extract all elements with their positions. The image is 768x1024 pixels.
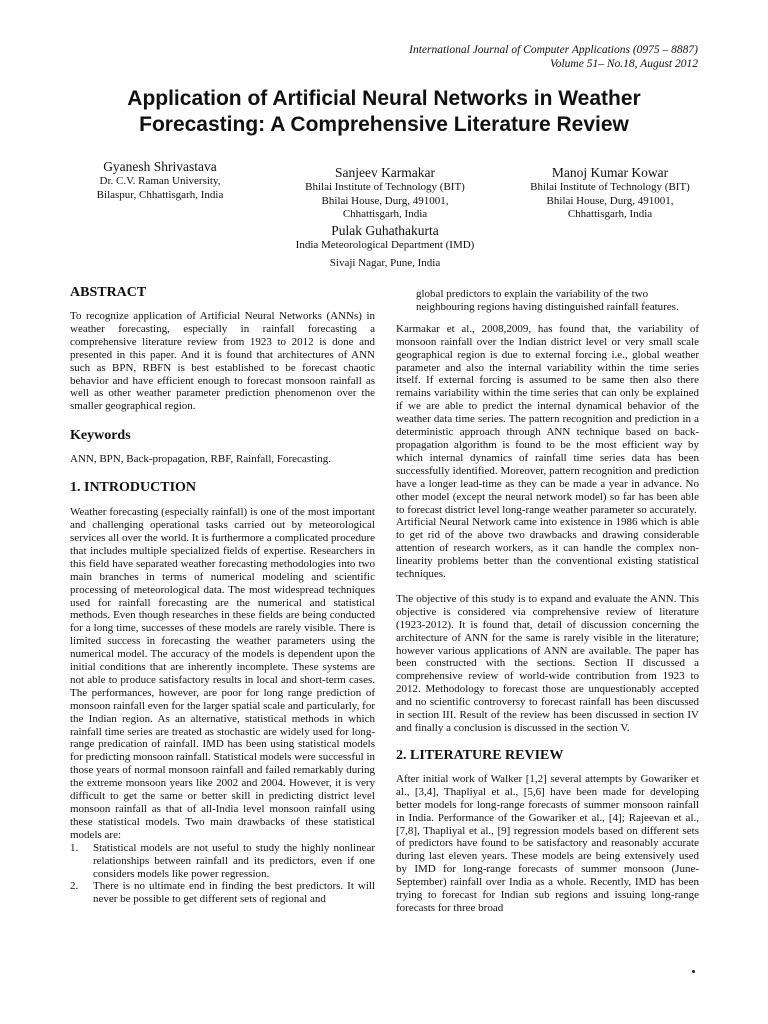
author-address: Chhattisgarh, India xyxy=(342,208,428,220)
left-column xyxy=(70,284,375,906)
author-address: Sivaji Nagar, Pune, India xyxy=(329,256,441,269)
abstract-heading: ABSTRACT xyxy=(70,285,147,300)
author-4 xyxy=(270,222,500,270)
literature-review-text: After initial work of Walker [1,2] several attempts by Gowariker et al., [3,4], Thapliyal et al., [5,6] have been made for developing better models for long-range forecasts of summer monsoon rainfall in India. Performance of the Gowariker et al., [4]; Rajeevan et al., [7,8], Thapliyal et al., [9] regression models based on different sets of predictors have found to be satisfactory and reasonably accurate during last eleven years. These models are being extensively used by IMD for long-range forecasts of summer monsoon (June-September) rainfall over India as a whole. Recently, IMD has been trying to forecast for Indian sub regions and issuing long-range forecasts for three broad xyxy=(396,772,699,914)
author-3 xyxy=(510,164,710,222)
author-affiliation: Bhilai Institute of Technology (BIT) xyxy=(305,181,465,193)
list-text: Statistical models are not useful to study the highly nonlinear relationships between rainfall and its predictors, even if one considers models like power regression. xyxy=(93,841,375,880)
author-address: Bilaspur, Chhattisgarh, India xyxy=(96,188,224,201)
continuation-text: global predictors to explain the variability of the two neighbouring regions having distinguished rainfall features. xyxy=(416,288,679,313)
author-address: Bhilai House, Durg, 491001, xyxy=(546,194,674,207)
list-item xyxy=(70,842,375,881)
journal-header xyxy=(409,43,698,71)
journal-volume: Volume 51– No.18, August 2012 xyxy=(549,58,698,70)
author-name: Gyanesh Shrivastava xyxy=(103,159,217,174)
list-number: 2. xyxy=(70,880,79,893)
author-affiliation: Bhilai Institute of Technology (BIT) xyxy=(530,181,690,193)
literature-review-heading: 2. LITERATURE REVIEW xyxy=(396,747,564,763)
introduction-text: Weather forecasting (especially rainfall) is one of the most important and challenging operational tasks carried out by meteorological services all over the world. It is furthermore a complicated procedure that includes multiple specialized fields of expertise. Researchers in this field have separated weather forecasting methodologies into two main branches in terms of numerical modeling and scientific processing of meteorological data. The most widespread techniques used for rainfall forecasting are the numerical and statistical methods. Even though researches in these fields are being conducted for a long time, successes of these models are rarely visible. There is limited success in forecasting the weather parameters using the numerical model. The accuracy of the models is dependent upon the initial conditions that are inherently incomplete. These systems are not able to produce satisfactory results in local and short-term cases. The performances, however, are poor for long range prediction of monsoon rainfall even for the larger spatial scale and particularly, for the Indian region. As an alternative, statistical methods in which rainfall time series are treated as stochastic are widely used for long-range predication of rainfall. IMD has been using statistical models for predicting monsoon rainfall. Statistical models were successful in those years of normal monsoon rainfall and failed remarkably during the extreme monsoon years like 2002 and 2004. However, it is very difficult to get the same or better skill in predicting district level monsoon rainfall as that of all-India level monsoon rainfall using these statistical models. Two main drawbacks of these statistical models are: xyxy=(70,506,375,841)
introduction-heading: 1. INTRODUCTION xyxy=(70,480,197,496)
author-2 xyxy=(285,164,485,222)
author-1 xyxy=(70,158,250,202)
abstract-text: To recognize application of Artificial Neural Networks (ANNs) in weather forecasting, especially in rainfall forecasting a comprehensive literature review from 1923 to 2012 is done and presented in this paper. And it is found that architectures of ANN such as BPN, RBFN is best established to be forecast chaotic behavior and have efficient enough to forecast monsoon rainfall as well as other weather parameter prediction phenomenon over the smaller geographical region. xyxy=(70,310,375,413)
author-name: Pulak Guhathakurta xyxy=(331,223,439,238)
journal-name: International Journal of Computer Applications (0975 – 8887) xyxy=(409,44,698,56)
author-name: Manoj Kumar Kowar xyxy=(551,165,669,180)
author-name: Sanjeev Karmakar xyxy=(334,165,436,180)
keywords-text: ANN, BPN, Back-propagation, RBF, Rainfall, Forecasting. xyxy=(70,453,331,466)
paragraph-ann: Artificial Neural Network came into existence in 1986 which is able to get rid of the above two drawbacks and drawing considerable attention of research workers, as it can handle the complex non-linearity problems better than the conventional existing statistical techniques. xyxy=(396,516,699,581)
list-item xyxy=(70,880,375,906)
list-text: There is no ultimate end in finding the best predictors. It will never be possible to get different sets of regional and xyxy=(93,880,375,906)
title-line-2: Forecasting: A Comprehensive Literature Review xyxy=(139,113,629,136)
author-address: Chhattisgarh, India xyxy=(567,208,653,220)
author-affiliation: India Meteorological Department (IMD) xyxy=(295,239,475,251)
page-mark xyxy=(692,970,695,973)
paragraph-karmakar: Karmakar et al., 2008,2009, has found that, the variability of monsoon rainfall over the Indian district level or very small scale geographical region is due to external forcing i.e., global weather parameter and also the internal variability within the time series itself. If external forcing is assumed to be same then also there remains variability within the time series that can only be explained if we are able to predict the internal dynamical behavior of the weather data time series. The pattern recognition and prediction in a deterministic approach through ANN technique based on back-propagation algorithm is found to be the most efficient way by which internal dynamics of rainfall time series data has been successfully identified. Moreover, pattern recognition and prediction have a longer lead-time as they can be made a year in advance. No other model (except the neural network model) so far has been able to forecast district level long-range weather parameter so accurately. xyxy=(396,322,699,516)
keywords-heading: Keywords xyxy=(70,428,131,444)
list-number: 1. xyxy=(70,841,79,854)
paper-title xyxy=(60,86,708,138)
paragraph-objective: The objective of this study is to expand and evaluate the ANN. This objective is considered via comprehensive review of literature (1923-2012). It is found that, detail of discussion concerning the architecture of ANN for the same is rarely visible in the literature; however various applications of ANN are available. The paper has been constructed with the sections. Section II discussed a comprehensive review of world-wide contribution from 1923 to 2012. Methodology to forecast those are unquestionably accepted and no scientific controversy to forecast rainfall has been discussed in section III. Result of the review has been discussed in section IV and finally a conclusion is discussed in the section V. xyxy=(396,592,699,734)
right-column xyxy=(396,288,699,915)
author-affiliation: Dr. C.V. Raman University, xyxy=(99,175,221,187)
title-line-1: Application of Artificial Neural Networks in Weather xyxy=(127,87,641,110)
drawbacks-list xyxy=(70,842,375,907)
author-address: Bhilai House, Durg, 491001, xyxy=(321,194,449,207)
